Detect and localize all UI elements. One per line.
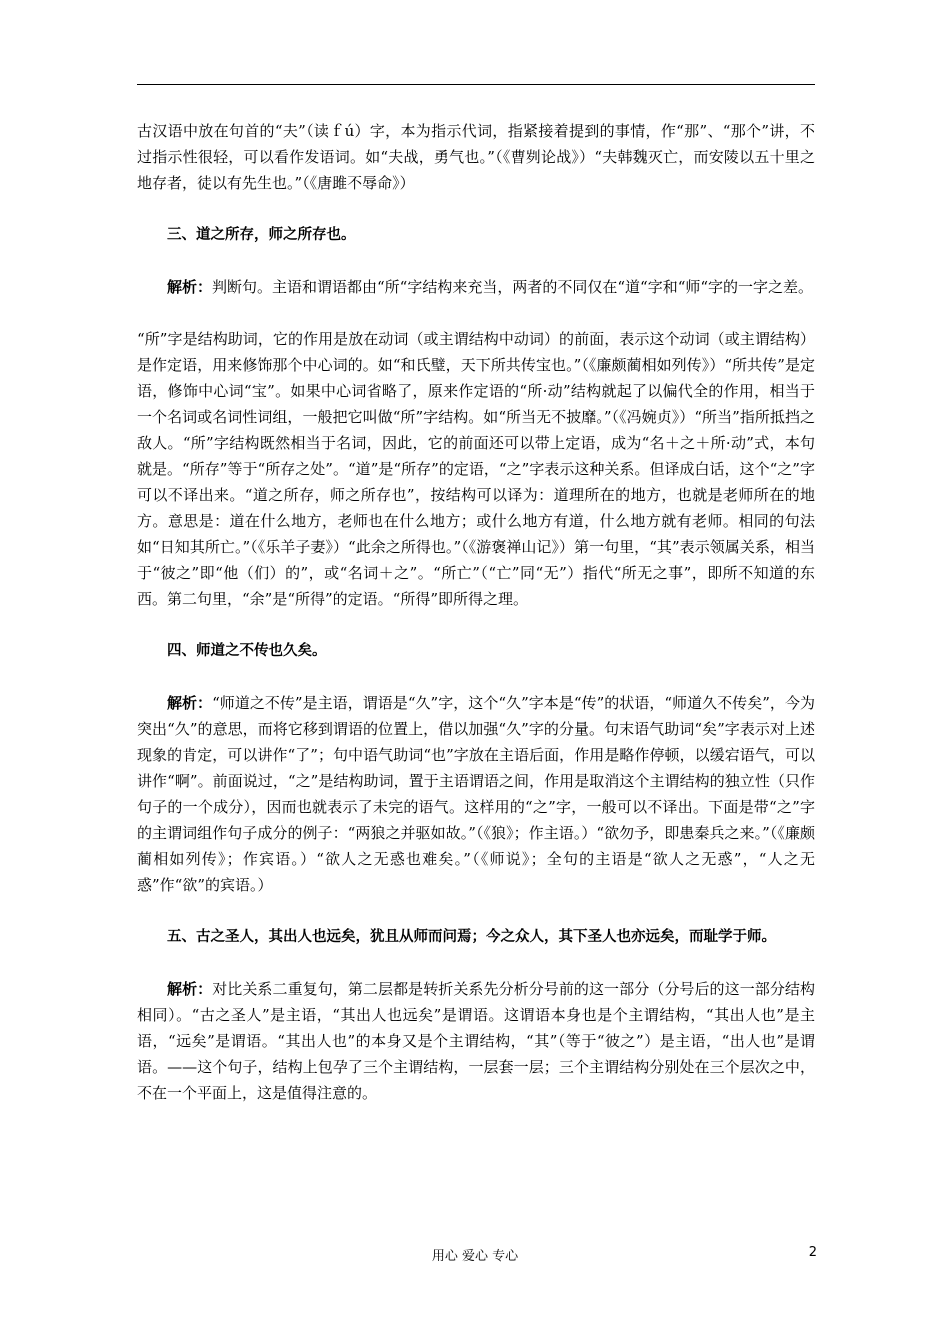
analysis-label: 解析： [167,278,213,296]
section-5-analysis [137,976,815,1106]
section-5-heading: 五、古之圣人，其出人也远矣，犹且从师而问焉；今之众人，其下圣人也亦远矣，而耻学于师。 [167,929,776,945]
page-number: 2 [808,1245,817,1260]
analysis-label: 解析： [167,980,213,998]
intro-paragraph: 古汉语中放在句首的“夫”（读ｆú）字，本为指示代词，指紧接着提到的事情，作“那”、“那个”讲，不过指示性很轻，可以看作发语词。如“夫战，勇气也。”（《曹刿论战》）“夫韩魏灭亡，而安陵以五十里之地存者，徒以有先生也。”（《唐雎不辱命》） [137,122,815,192]
section-4-heading: 四、师道之不传也久矣。 [167,643,327,659]
header-rule [137,84,815,85]
section-3-explanation: “所”字是结构助词，它的作用是放在动词（或主谓结构中动词）的前面，表示这个动词（或主谓结构）是作定语，用来修饰那个中心词的。如“和氏璧，天下所共传宝也。”（《廉颇蔺相如列传》）“所共传”是定语，修饰中心词“宝”。如果中心词省略了，原来作定语的“所·动”结构就起了以偏代全的作用，相当于一个名词或名词性词组，一般把它叫做“所”字结构。如“所当无不披靡。”（《冯婉贞》）“所当”指所抵挡之敌人。“所”字结构既然相当于名词，因此，它的前面还可以带上定语，成为“名＋之＋所·动”式，本句就是。“所存”等于“所存之处”。“道”是“所存”的定语，“之”字表示这种关系。但译成白话，这个“之”字可以不译出来。“道之所存，师之所存也”，按结构可以译为：道理所在的地方，也就是老师所在的地方。意思是：道在什么地方，老师也在什么地方；或什么地方有道，什么地方就有老师。相同的句法如“日知其所亡。”（《乐羊子妻》）“此余之所得也。”（《游褒禅山记》）第一句里，“其”表示领属关系，相当于“彼之”即“他（们）的”，或“名词＋之”。“所亡”（“亡”同“无”）指代“所无之事”，即所不知道的东西。第二句里，“余”是“所得”的定语。“所得”即所得之理。 [137,330,815,608]
analysis-text: “师道之不传”是主语，谓语是“久”字，这个“久”字本是“传”的状语，“师道久不传矣”，今为突出“久”的意思，而将它移到谓语的位置上，借以加强“久”字的分量。句末语气助词“矣”字表示对上述现象的肯定，可以讲作“了”；句中语气助词“也”字放在主语后面，作用是略作停顿，以缓宕语气，可以讲作“啊”。前面说过，“之”是结构助词，置于主语谓语之间，作用是取消这个主谓结构的独立性（只作句子的一个成分），因而也就表示了未完的语气。这样用的“之”字，一般可以不译出。下面是带“之”字的主谓词组作句子成分的例子：“两狼之并驱如故。”（《狼》；作主语。）“欲勿予，即患秦兵之来。”（《廉颇蔺相如列传》；作宾语。）“欲人之无惑也难矣。”（《师说》；全句的主语是“欲人之无惑”，“人之无惑”作“欲”的宾语。） [137,694,815,894]
footer-motto: 用心 爱心 专心 [431,1249,519,1264]
analysis-label: 解析： [167,694,213,712]
section-3-analysis [137,274,815,300]
analysis-text: 对比关系二重复句，第二层都是转折关系先分析分号前的这一部分（分号后的这一部分结构相同）。“古之圣人”是主语，“其出人也远矣”是谓语。这谓语本身也是个主谓结构，“其出人也”是主语，“远矣”是谓语。“其出人也”的本身又是个主谓结构，“其”（等于“彼之”）是主语，“出人也”是谓语。——这个句子，结构上包孕了三个主谓结构，一层套一层；三个主谓结构分别处在三个层次之中，不在一个平面上，这是值得注意的。 [137,980,815,1102]
section-3-heading: 三、道之所存，师之所存也。 [167,227,356,243]
page-body [137,118,815,1106]
analysis-text: 判断句。主语和谓语都由“所“字结构来充当，两者的不同仅在“道“字和“师“字的一字之差。 [212,278,814,296]
section-4-analysis [137,690,815,898]
